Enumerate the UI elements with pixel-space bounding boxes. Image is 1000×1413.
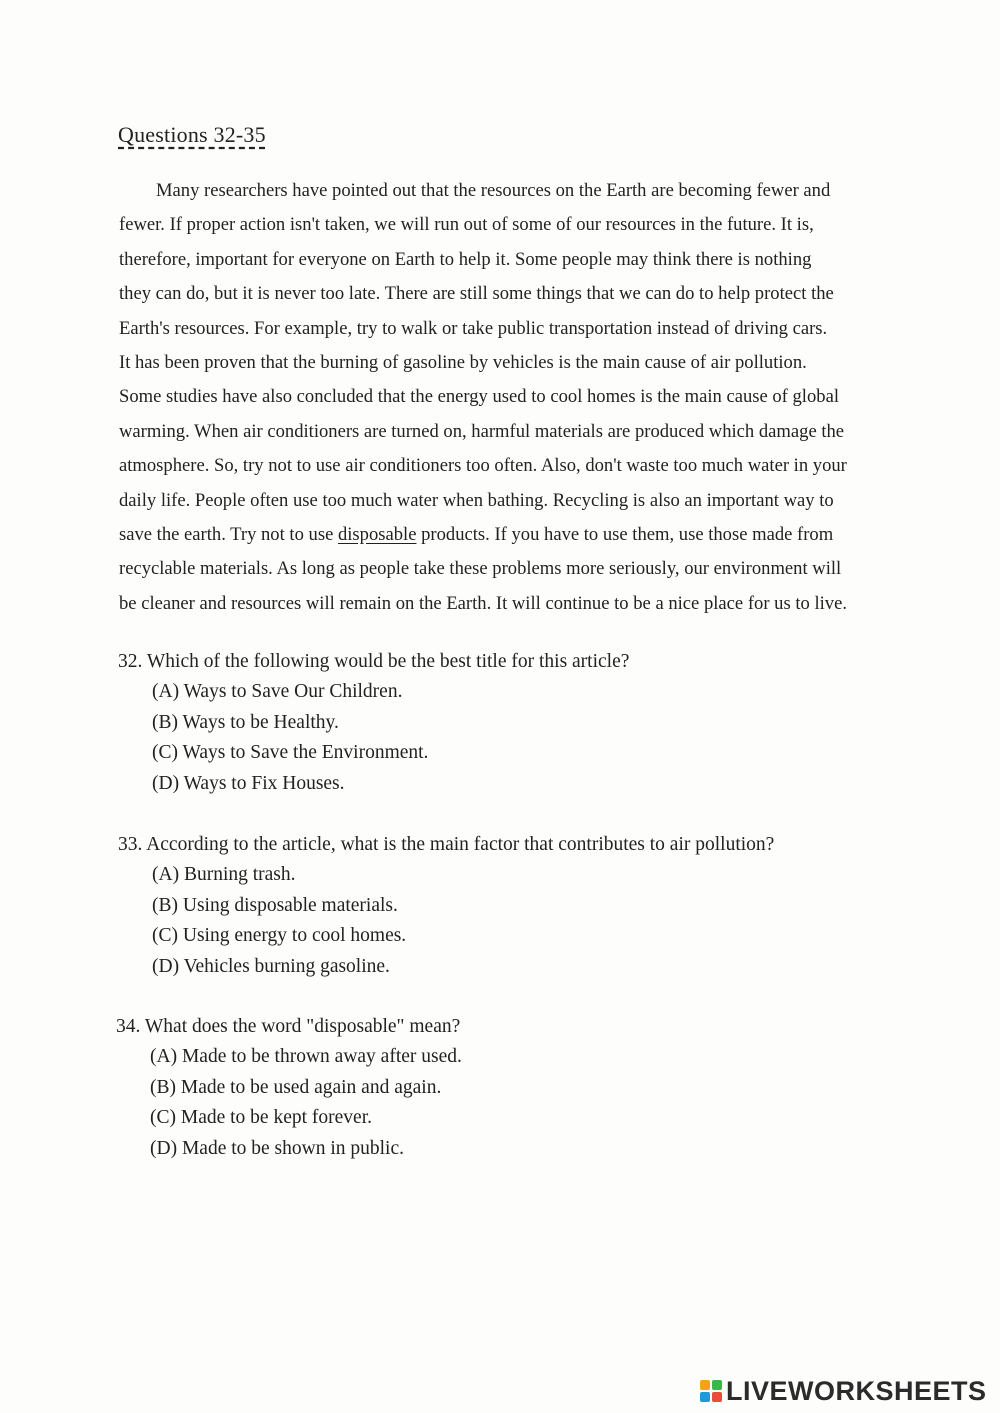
question-text: According to the article, what is the main factor that contributes to air pollution? bbox=[146, 834, 775, 855]
passage-text: save the earth. Try not to use bbox=[119, 524, 338, 546]
passage-line: daily life. People often use too much water when bathing. Recycling is also an important way to bbox=[119, 489, 834, 511]
liveworksheets-logo bbox=[700, 1376, 987, 1406]
question-number: 33. bbox=[118, 834, 143, 855]
answer-option-d[interactable]: (D) Vehicles burning gasoline. bbox=[152, 955, 390, 977]
underlined-word-disposable: disposable bbox=[337, 524, 417, 546]
answer-option-d[interactable]: (D) Made to be shown in public. bbox=[150, 1137, 404, 1159]
question-text: What does the word "disposable" mean? bbox=[144, 1016, 461, 1037]
question-stem bbox=[116, 1012, 462, 1042]
answer-option-d[interactable]: (D) Ways to Fix Houses. bbox=[152, 772, 345, 794]
answer-option-b[interactable]: (B) Made to be used again and again. bbox=[150, 1076, 442, 1098]
question-32 bbox=[118, 647, 629, 799]
answer-option-c[interactable]: (C) Ways to Save the Environment. bbox=[152, 742, 429, 763]
question-number: 34. bbox=[116, 1016, 141, 1037]
passage-line bbox=[119, 518, 895, 552]
answer-option-b[interactable]: (B) Using disposable materials. bbox=[152, 894, 398, 916]
answer-option-c[interactable]: (C) Using energy to cool homes. bbox=[152, 925, 407, 946]
question-stem bbox=[118, 830, 774, 860]
question-text: Which of the following would be the best title for this article? bbox=[146, 651, 630, 672]
passage-line: Earth's resources. For example, try to walk or take public transportation instead of driving cars. bbox=[119, 317, 828, 339]
answer-option-a[interactable]: (A) Made to be thrown away after used. bbox=[150, 1046, 462, 1067]
passage-text: products. If you have to use them, use those made from bbox=[416, 524, 834, 546]
passage-line: fewer. If proper action isn't taken, we will run out of some of our resources in the future. It is, bbox=[119, 214, 814, 236]
question-33 bbox=[118, 830, 774, 982]
logo-square bbox=[712, 1392, 722, 1402]
question-34 bbox=[116, 1012, 462, 1164]
passage-line: It has been proven that the burning of gasoline by vehicles is the main cause of air pollution. bbox=[119, 352, 807, 374]
brand-name: LIVEWORKSHEETS bbox=[726, 1375, 987, 1406]
logo-square bbox=[700, 1380, 710, 1390]
passage-line: atmosphere. So, try not to use air conditioners too often. Also, don't waste too much water in your bbox=[119, 455, 847, 477]
answer-option-c[interactable]: (C) Made to be kept forever. bbox=[150, 1107, 373, 1128]
answer-option-a[interactable]: (A) Ways to Save Our Children. bbox=[152, 681, 403, 702]
answer-option-a[interactable]: (A) Burning trash. bbox=[152, 864, 296, 885]
passage-line: they can do, but it is never too late. There are still some things that we can do to help protect the bbox=[119, 283, 834, 305]
liveworksheets-logo-icon bbox=[700, 1380, 722, 1402]
section-heading: Questions 32-35 bbox=[118, 122, 266, 147]
answer-option-b[interactable]: (B) Ways to be Healthy. bbox=[152, 711, 339, 733]
passage-line: be cleaner and resources will remain on the Earth. It will continue to be a nice place for us to live. bbox=[119, 592, 847, 614]
passage-line: Some studies have also concluded that the energy used to cool homes is the main cause of global bbox=[119, 386, 839, 408]
passage-line: Many researchers have pointed out that the resources on the Earth are becoming fewer and bbox=[156, 180, 831, 201]
reading-passage bbox=[119, 174, 895, 621]
passage-line: therefore, important for everyone on Earth to help it. Some people may think there is nothing bbox=[119, 248, 812, 270]
logo-square bbox=[700, 1392, 710, 1402]
question-stem bbox=[118, 647, 629, 677]
logo-square bbox=[712, 1380, 722, 1390]
question-number: 32. bbox=[118, 651, 143, 672]
passage-line: warming. When air conditioners are turned on, harmful materials are produced which damage the bbox=[119, 420, 845, 442]
passage-line: recyclable materials. As long as people take these problems more seriously, our environment will bbox=[119, 558, 842, 580]
